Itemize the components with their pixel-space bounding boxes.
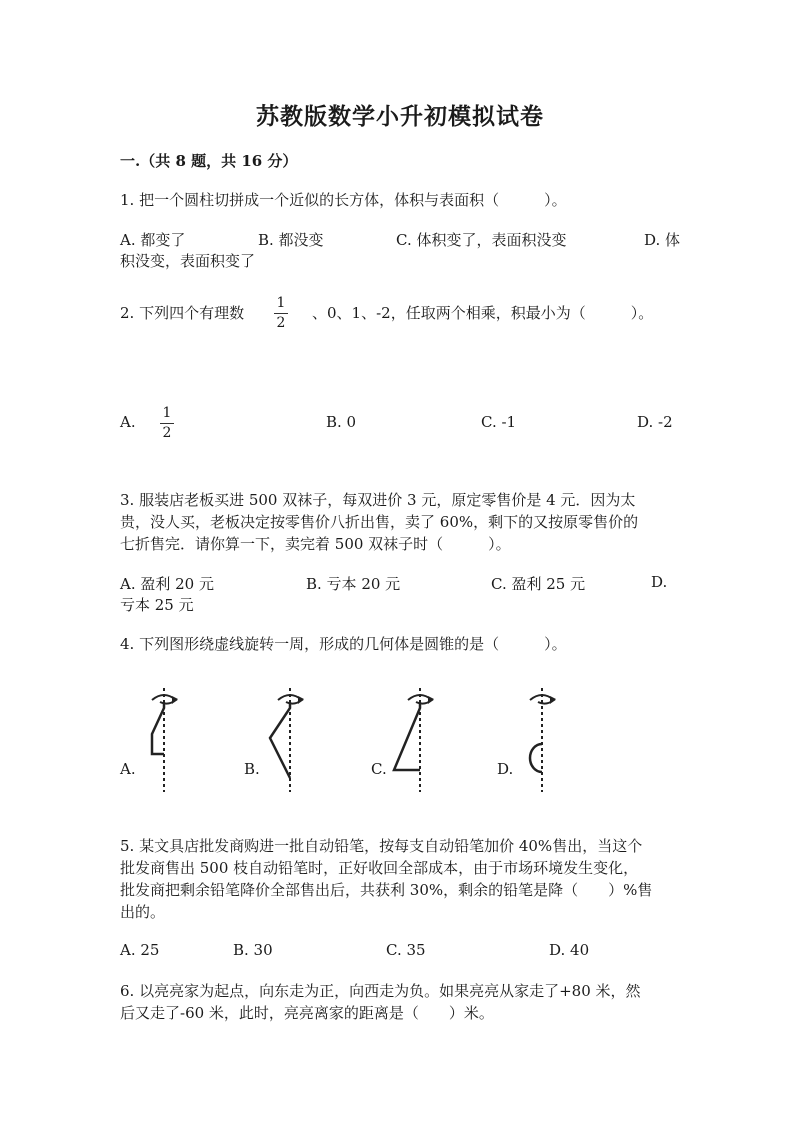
q4-option-c-label[interactable]: C. bbox=[371, 760, 387, 778]
q2-option-d[interactable]: D. -2 bbox=[637, 413, 673, 431]
question-3-line-1: 3. 服装店老板买进 500 双袜子，每双进价 3 元，原定零售价是 4 元．因为太 bbox=[120, 491, 636, 509]
q1-option-d[interactable]: D. 体 bbox=[644, 231, 681, 249]
question-1-text: 1. 把一个圆柱切拼成一个近似的长方体，体积与表面积（ ）。 bbox=[120, 191, 567, 209]
question-4-text: 4. 下列图形绕虚线旋转一周，形成的几何体是圆锥的是（ ）。 bbox=[120, 635, 567, 653]
q2-option-c[interactable]: C. -1 bbox=[481, 413, 517, 431]
q2-option-a-numerator: 1 bbox=[162, 405, 172, 421]
q5-option-c[interactable]: C. 35 bbox=[386, 941, 426, 959]
q4-figure-a bbox=[130, 686, 190, 796]
page-title: 苏教版数学小升初模拟试卷 bbox=[256, 103, 544, 130]
section-heading: 一.（共 8 题，共 16 分） bbox=[120, 152, 298, 170]
q2-option-a-denominator: 2 bbox=[162, 425, 172, 441]
q2-option-b[interactable]: B. 0 bbox=[326, 413, 357, 431]
question-5-line-2: 批发商售出 500 枝自动铅笔时，正好收回全部成本，由于市场环境发生变化， bbox=[120, 859, 639, 877]
q2-fraction-numerator: 1 bbox=[276, 295, 286, 311]
q2-fraction-denominator: 2 bbox=[276, 315, 286, 331]
q1-option-c[interactable]: C. 体积变了，表面积没变 bbox=[396, 231, 567, 249]
q3-option-d-continuation: 亏本 25 元 bbox=[120, 596, 194, 614]
question-6-line-1: 6. 以亮亮家为起点，向东走为正，向西走为负。如果亮亮从家走了+80 米，然 bbox=[120, 982, 641, 1000]
q2-option-a-fraction bbox=[160, 406, 174, 441]
question-5-line-4: 出的。 bbox=[120, 903, 166, 921]
q1-option-a[interactable]: A. 都变了 bbox=[120, 231, 186, 249]
question-2-suffix: 、0、1、-2，任取两个相乘，积最小为（ ）。 bbox=[312, 304, 654, 322]
q1-option-b[interactable]: B. 都没变 bbox=[258, 231, 324, 249]
q4-option-a-label[interactable]: A. bbox=[120, 760, 136, 778]
q5-option-b[interactable]: B. 30 bbox=[233, 941, 273, 959]
q3-option-d[interactable]: D. bbox=[651, 573, 668, 591]
q1-option-d-continuation: 积没变，表面积变了 bbox=[120, 252, 256, 270]
question-5-line-3: 批发商把剩余铅笔降价全部售出后，共获利 30%，剩余的铅笔是降（ ）%售 bbox=[120, 881, 653, 899]
q4-option-b-label[interactable]: B. bbox=[244, 760, 260, 778]
q4-figure-b bbox=[258, 686, 318, 796]
question-3-line-3: 七折售完．请你算一下，卖完着 500 双袜子时（ ）。 bbox=[120, 535, 511, 553]
q4-figure-d bbox=[512, 686, 572, 796]
q4-option-d-label[interactable]: D. bbox=[497, 760, 514, 778]
question-6-line-2: 后又走了-60 米，此时，亮亮离家的距离是（ ）米。 bbox=[120, 1004, 494, 1022]
question-3-line-2: 贵，没人买，老板决定按零售价八折出售，卖了 60%，剩下的又按原零售价的 bbox=[120, 513, 639, 531]
question-2-prefix: 2. 下列四个有理数 bbox=[120, 304, 245, 322]
q3-option-b[interactable]: B. 亏本 20 元 bbox=[306, 575, 401, 593]
q3-option-c[interactable]: C. 盈利 25 元 bbox=[491, 575, 586, 593]
q5-option-d[interactable]: D. 40 bbox=[549, 941, 590, 959]
q4-figure-c bbox=[384, 686, 444, 796]
q5-option-a[interactable]: A. 25 bbox=[120, 941, 160, 959]
q3-option-a[interactable]: A. 盈利 20 元 bbox=[120, 575, 214, 593]
q2-fraction bbox=[274, 296, 288, 331]
question-5-line-1: 5. 某文具店批发商购进一批自动铅笔，按每支自动铅笔加价 40%售出，当这个 bbox=[120, 837, 643, 855]
q2-option-a-label[interactable]: A. bbox=[120, 413, 136, 431]
